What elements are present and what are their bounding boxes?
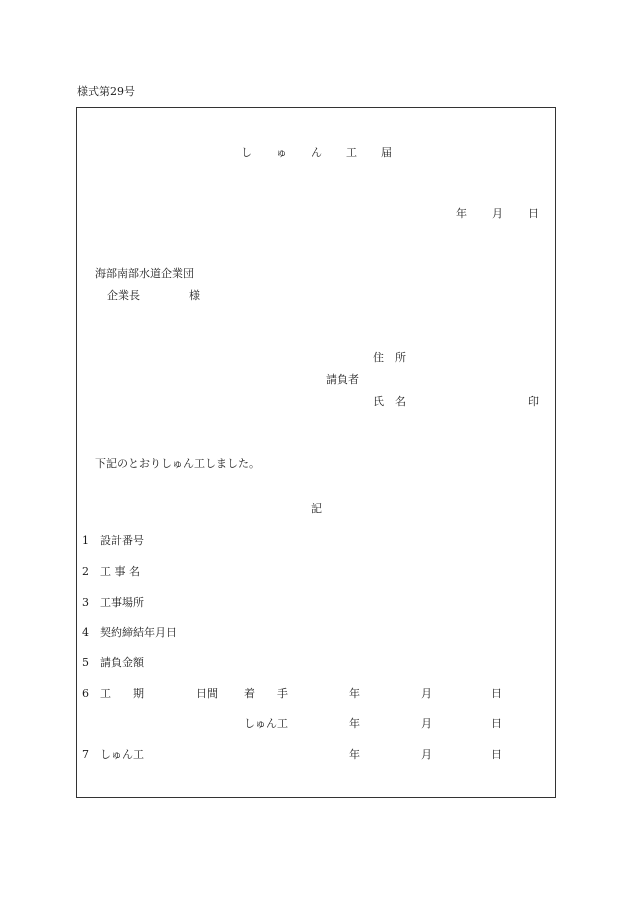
date-month: 月 <box>492 207 503 220</box>
item-7-number: 7 <box>82 748 89 761</box>
item-5-number: 5 <box>82 656 89 669</box>
item-7-label: しゅん工 <box>100 748 144 761</box>
item-6-number: 6 <box>82 687 89 700</box>
form-frame <box>76 107 556 798</box>
item-2-number: 2 <box>82 565 89 578</box>
item-7-year: 年 <box>349 748 360 761</box>
addressee-title: 企業長 <box>107 289 140 302</box>
item-4-number: 4 <box>82 626 89 639</box>
period-completion-year: 年 <box>349 717 360 730</box>
item-4-label: 契約締結年月日 <box>100 626 177 639</box>
document-title <box>241 147 392 158</box>
seal-mark: 印 <box>528 395 539 408</box>
addressee-honorific: 様 <box>189 289 200 302</box>
period-start-label: 着 手 <box>244 687 288 700</box>
period-start-year: 年 <box>349 687 360 700</box>
item-2-label: 工 事 名 <box>100 565 140 578</box>
addressee-org: 海部南部水道企業団 <box>95 267 194 280</box>
contractor-name-label: 氏 名 <box>373 395 406 408</box>
item-3-label: 工事場所 <box>100 596 144 609</box>
period-start-month: 月 <box>421 687 432 700</box>
item-5-label: 請負金額 <box>100 656 144 669</box>
intro-text: 下記のとおりしゅん工しました。 <box>95 457 260 470</box>
period-completion-day: 日 <box>491 717 502 730</box>
period-start-day: 日 <box>491 687 502 700</box>
period-completion-label: しゅん工 <box>244 717 288 730</box>
contractor-address-label: 住 所 <box>373 351 406 364</box>
title-char-1: し <box>241 146 252 159</box>
period-days-unit: 日間 <box>196 687 218 700</box>
item-1-number: 1 <box>82 534 89 547</box>
title-char-4: 工 <box>346 146 357 159</box>
title-char-2: ゅ <box>276 146 287 159</box>
ki-heading: 記 <box>311 502 322 515</box>
item-1-label: 設計番号 <box>100 534 144 547</box>
period-completion-month: 月 <box>421 717 432 730</box>
title-char-3: ん <box>311 146 322 159</box>
item-3-number: 3 <box>82 596 89 609</box>
item-7-month: 月 <box>421 748 432 761</box>
date-year: 年 <box>456 207 467 220</box>
item-7-day: 日 <box>491 748 502 761</box>
period-label: 工 期 <box>100 687 144 700</box>
date-day: 日 <box>528 207 539 220</box>
form-number: 様式第29号 <box>77 85 135 98</box>
contractor-role-label: 請負者 <box>326 373 359 386</box>
title-char-5: 届 <box>381 146 392 159</box>
